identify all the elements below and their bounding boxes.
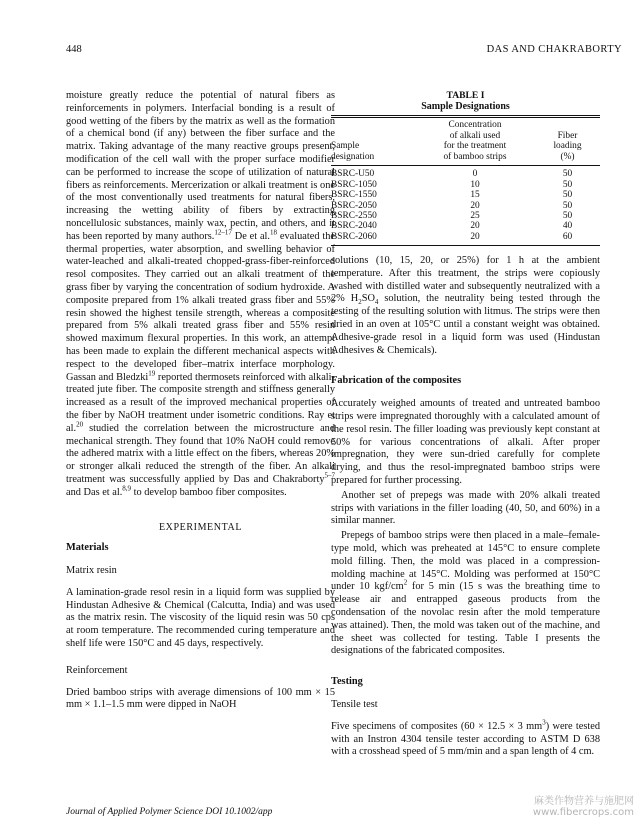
molding-paragraph: Prepegs of bamboo strips were then placed in a male–female-type mold, which was preheated at 145°C to ensure complete mold filling. Then, the mold was placed in a compression-molding machine at 145°C. Molding was performed at 150°C under 10 kgf/$cm^2$ for 5 min (15 s was the breathing time to release air and entrapped gaseous products from the condensation of the novolac resin after the mold temperature was attained). Then, the mold was taken out of the machine, and the sheet was collected for testing. Table I presents the designations of the fabricated composites.	[331, 530, 600, 657]
experimental-heading: EXPERIMENTAL	[158, 521, 243, 533]
cell-designation: BSRC-1050	[331, 179, 377, 190]
page-number: 448	[66, 44, 82, 55]
citation: 12–17	[214, 228, 232, 237]
reinforcement-heading: Reinforcement	[66, 664, 128, 676]
tensile-test-heading: Tensile test	[331, 698, 378, 710]
citation: 5–7	[324, 471, 335, 480]
cell-concentration: 0	[472, 169, 478, 180]
sample-designations-table	[331, 90, 600, 246]
testing-heading: Testing	[331, 676, 363, 688]
cell-concentration: 20	[470, 221, 480, 232]
intro-text: De et al.	[231, 230, 271, 242]
fabrication-heading: Fabrication of the composites	[331, 375, 462, 387]
cell-designation: BSRC-2060	[331, 231, 377, 242]
table-row	[331, 232, 600, 245]
column-header-concentration: Concentration of alkali used for the treatment of bamboo strips	[443, 120, 507, 162]
intro-text: reported thermosets reinforced with alkali-treated jute fiber. The composite strength and stiffness generally increased as a result of the improved mechanical properties of the fiber by NaOH treatment under isometric conditions. Ray et al.	[66, 371, 335, 434]
reinforcement-continuation: solutions (10, 15, 20, or 25%) for 1 h at the ambient temperature. After this treatment, the strips were copiously washed with distilled water and subsequently neutralized with a 2% $H_2SO_4$ solution, the neutrality being tested through the testing of the resulting solution with litmus. The strips were then dried in an oven at 105°C until a constant weight was obtained. Adhesive-grade resol in a liquid form was used (Hindustan Adhesives & Chemicals).	[331, 255, 600, 356]
materials-heading: Materials	[66, 542, 109, 554]
intro-text: moisture greatly reduce the potential of natural fibers as reinforcements in polymers. Interfacial bonding is a result of good wetting of the fibers by the matrix as well as the formation of a chemical bond (if any) between the fiber surface and the matrix. Taking advantage of the many reactive groups present, modification of the cell wall with the proper surface modifier can be performed to increase the scope of utilization of natural fibers as reinforcements. Mercerization or alkali treatment is one of the most conventionally used treatments for natural fibers, increasing the wetting ability of fibers by extracting noncellulosic substances, mainly wax, pectin, and others, and it has been reported by many authors.	[66, 90, 335, 242]
site-watermark: 麻类作物营养与施肥网 www.fibercrops.com	[532, 796, 634, 818]
table-row	[331, 221, 600, 231]
table-label: TABLE I	[446, 90, 485, 101]
cell-concentration: 20	[470, 231, 480, 242]
fabrication-paragraph: Accurately weighed amounts of treated and untreated bamboo strips were impregnated thoroughly with a calculated amount of the resol resin. The filler loading was previously kept constant at 50% for various concentrations of alkali. After proper impregnation, they were sun-dried carefully for complete drying, and thus the resol-impregnated bamboo strips were prepared for further processing.	[331, 398, 600, 486]
journal-footer: Journal of Applied Polymer Science DOI 10.1002/app	[66, 807, 273, 817]
cell-concentration: 15	[470, 190, 480, 201]
cell-fiber-loading: 60	[562, 231, 573, 242]
intro-text: and Das et al.	[66, 486, 123, 498]
citation: 18	[270, 228, 278, 237]
cell-designation: BSRC-2040	[331, 221, 377, 232]
table-row	[331, 201, 600, 211]
fabrication-paragraph: Another set of prepegs was made with 20% alkali treated strips with variations in the filler loading (40, 50, and 60%) in a similar manner.	[331, 489, 600, 527]
table-row	[331, 211, 600, 221]
cell-concentration: 20	[470, 200, 480, 211]
cell-fiber-loading: 50	[562, 211, 573, 221]
cell-fiber-loading: 50	[562, 179, 573, 190]
tensile-paragraph: Five specimens of composites (60 × 12.5 × 3 $mm^3$) were tested with an Instron 4304 tensile tester according to ASTM D 638 with a crosshead speed of 5 mm/min and a span length of 4 cm.	[331, 718, 600, 758]
left-column	[66, 90, 335, 712]
matrix-resin-paragraph: A lamination-grade resol resin in a liquid form was supplied by Hindustan Adhesive & Chemical (Calcutta, India) and was used as the matrix resin. The viscosity of the liquid resin was 50 cps at room temperature. The recommended curing temperature and shelf life were 150°C and 45 days, respectively.	[66, 586, 335, 650]
cell-fiber-loading: 50	[562, 200, 573, 211]
table-bottom-rule	[331, 245, 600, 246]
citation: 20	[76, 420, 84, 429]
intro-text: evaluated the thermal properties, water absorption, and swelling behavior of water-leached and alkali-treated chopped-grass-fiber-reinforced resol composites. They carried out an alkali treatment of the grass fiber by varying the concentration of sodium hydroxide. A composite prepared from 1% alkali treated grass fiber and 55% resin showed the highest tensile strength, whereas a composite prepared from 5% alkali treated grass fiber and 55% resin showed maximum flexural properties. In this work, an attempt has been made to explain the different mechanical aspects with respect to the developed fiber–matrix interface morphology. Gassan and Bledzki	[66, 230, 335, 383]
cell-fiber-loading: 50	[562, 190, 573, 201]
cell-concentration: 10	[470, 179, 480, 190]
table-row	[331, 166, 600, 179]
cell-concentration: 25	[470, 211, 480, 221]
cell-fiber-loading: 40	[562, 221, 573, 232]
cell-designation: BSRC-2050	[331, 200, 377, 211]
matrix-resin-heading: Matrix resin	[66, 565, 117, 577]
cell-designation: BSRC-U50	[331, 169, 375, 180]
table-title: Sample Designations	[421, 101, 510, 112]
table-row	[331, 180, 600, 190]
right-column	[331, 255, 600, 759]
intro-text: studied the correlation between the microstructure and mechanical strength. They found that 10% NaOH could remove the adhered matrix with a little effect on the fibers, whereas 20% or stronger alkali reduced the strength of the fiber. An alkali treatment was successfully applied by Das and Chakraborty	[66, 422, 335, 485]
column-header-fiber-loading: Fiber loading (%)	[553, 130, 582, 162]
cell-designation: BSRC-1550	[331, 190, 377, 201]
table-header-row	[331, 118, 600, 165]
table-grid	[331, 118, 600, 245]
column-header-designation: Sample designation	[331, 141, 375, 162]
cell-fiber-loading: 50	[562, 169, 573, 180]
intro-paragraph	[66, 90, 335, 500]
cell-designation: BSRC-2550	[331, 211, 377, 221]
running-head: DAS AND CHAKRABORTY	[486, 44, 622, 55]
table-row	[331, 190, 600, 200]
citation: 8,9	[122, 484, 132, 493]
intro-text: to develop bamboo fiber composites.	[131, 486, 287, 498]
reinforcement-paragraph: Dried bamboo strips with average dimensions of 100 mm × 15 mm × 1.1–1.5 mm were dipped in NaOH	[66, 686, 335, 711]
citation: 19	[148, 369, 156, 378]
